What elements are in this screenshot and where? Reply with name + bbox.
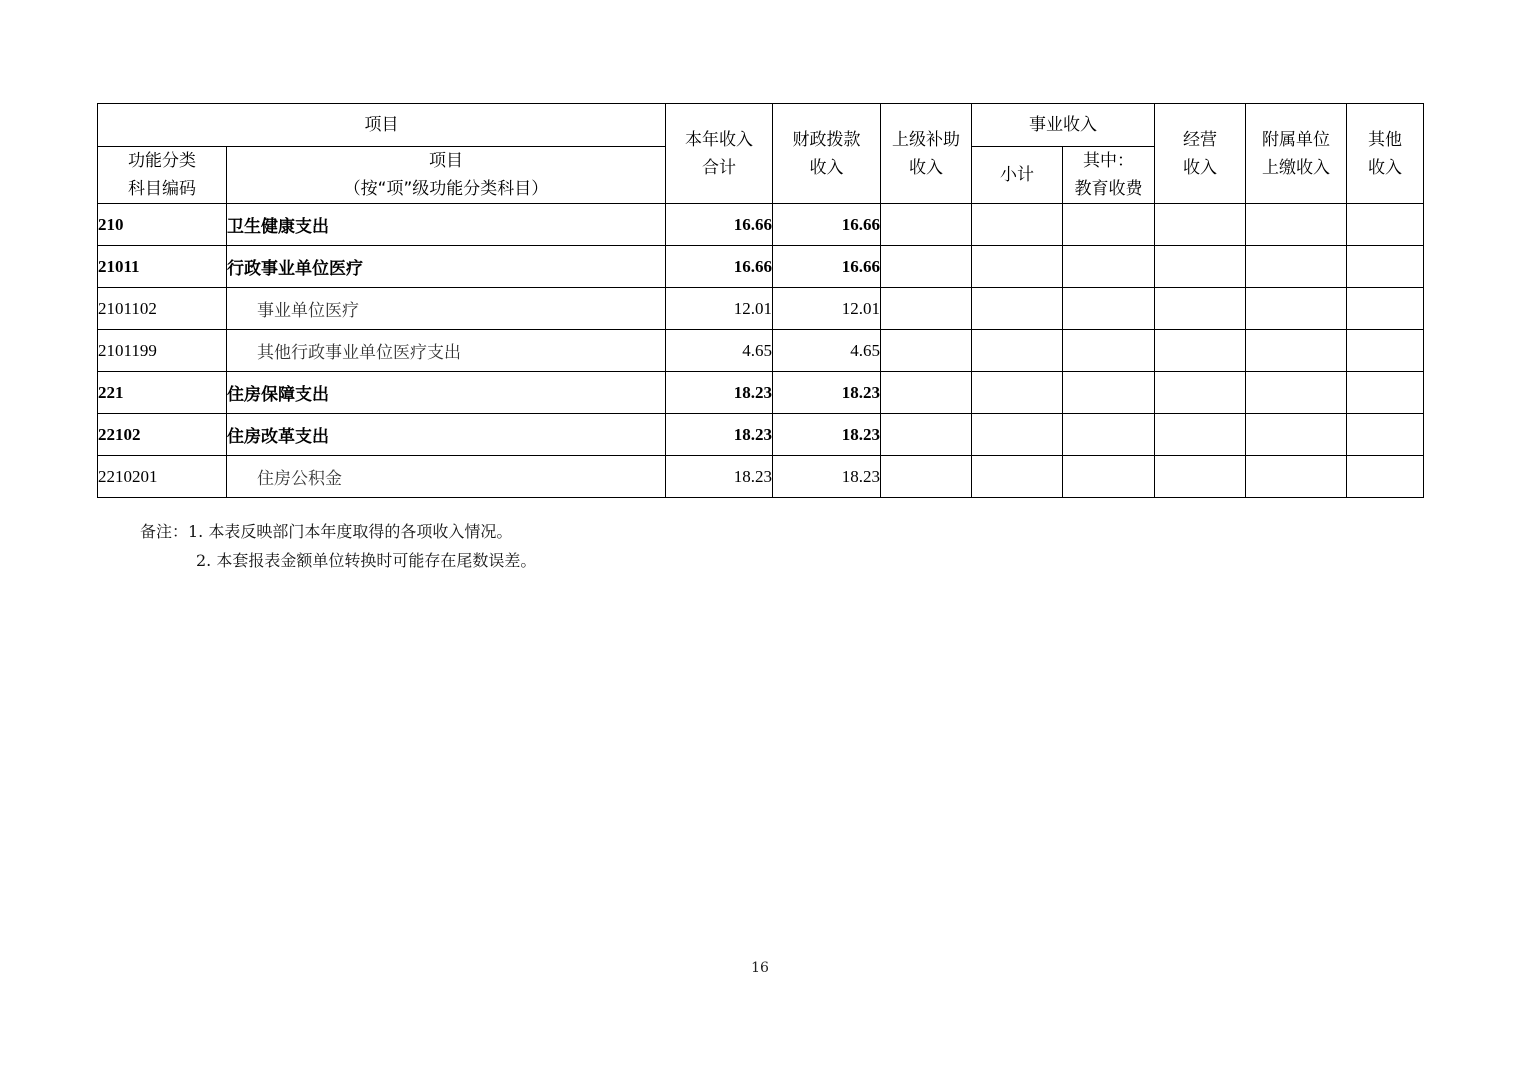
cell-name: 卫生健康支出 (227, 204, 666, 246)
cell-education-fee (1063, 414, 1155, 456)
cell-operating (1155, 456, 1246, 498)
cell-operating (1155, 372, 1246, 414)
cell-total: 18.23 (666, 414, 773, 456)
cell-fiscal: 18.23 (773, 456, 881, 498)
cell-other (1347, 414, 1424, 456)
cell-business-subtotal (972, 330, 1063, 372)
cell-total: 16.66 (666, 246, 773, 288)
cell-affiliated (1246, 414, 1347, 456)
cell-operating (1155, 246, 1246, 288)
cell-operating (1155, 288, 1246, 330)
cell-superior-subsidy (881, 372, 972, 414)
notes (140, 517, 536, 575)
note-line-2: 2. 本套报表金额单位转换时可能存在尾数误差。 (196, 551, 537, 570)
cell-affiliated (1246, 288, 1347, 330)
header-affiliated-units: 附属单位 上缴收入 (1246, 104, 1347, 204)
cell-education-fee (1063, 246, 1155, 288)
cell-code: 21011 (98, 246, 227, 288)
cell-superior-subsidy (881, 330, 972, 372)
cell-operating (1155, 414, 1246, 456)
cell-affiliated (1246, 246, 1347, 288)
table-row (98, 288, 1424, 330)
cell-education-fee (1063, 204, 1155, 246)
header-operating-income: 经营 收入 (1155, 104, 1246, 204)
cell-education-fee (1063, 330, 1155, 372)
cell-superior-subsidy (881, 414, 972, 456)
cell-operating (1155, 204, 1246, 246)
header-project: 项目 (98, 104, 666, 147)
cell-other (1347, 330, 1424, 372)
cell-name: 事业单位医疗 (227, 288, 666, 330)
cell-education-fee (1063, 288, 1155, 330)
cell-other (1347, 204, 1424, 246)
header-superior-subsidy: 上级补助 收入 (881, 104, 972, 204)
header-education-fee: 其中： 教育收费 (1063, 147, 1155, 204)
cell-code: 2210201 (98, 456, 227, 498)
cell-affiliated (1246, 372, 1347, 414)
cell-other (1347, 288, 1424, 330)
cell-fiscal: 16.66 (773, 204, 881, 246)
cell-total: 16.66 (666, 204, 773, 246)
cell-total: 18.23 (666, 456, 773, 498)
cell-education-fee (1063, 372, 1155, 414)
table-row (98, 414, 1424, 456)
cell-business-subtotal (972, 204, 1063, 246)
cell-name: 住房改革支出 (227, 414, 666, 456)
cell-code: 2101102 (98, 288, 227, 330)
cell-code: 2101199 (98, 330, 227, 372)
cell-fiscal: 12.01 (773, 288, 881, 330)
cell-code: 22102 (98, 414, 227, 456)
header-business-income: 事业收入 (972, 104, 1155, 147)
cell-fiscal: 18.23 (773, 414, 881, 456)
cell-superior-subsidy (881, 288, 972, 330)
header-other-income: 其他 收入 (1347, 104, 1424, 204)
cell-code: 221 (98, 372, 227, 414)
table-row (98, 204, 1424, 246)
table-body (98, 204, 1424, 498)
cell-other (1347, 372, 1424, 414)
cell-affiliated (1246, 204, 1347, 246)
cell-education-fee (1063, 456, 1155, 498)
table-row (98, 246, 1424, 288)
table-row (98, 330, 1424, 372)
cell-business-subtotal (972, 288, 1063, 330)
cell-operating (1155, 330, 1246, 372)
header-fiscal-allocation: 财政拨款 收入 (773, 104, 881, 204)
cell-name: 其他行政事业单位医疗支出 (227, 330, 666, 372)
table-row (98, 456, 1424, 498)
note-line-1: 备注：1. 本表反映部门本年度取得的各项收入情况。 (140, 522, 513, 541)
income-summary-table (97, 103, 1424, 498)
table-row (98, 372, 1424, 414)
cell-fiscal: 16.66 (773, 246, 881, 288)
cell-business-subtotal (972, 372, 1063, 414)
cell-other (1347, 456, 1424, 498)
cell-superior-subsidy (881, 204, 972, 246)
header-func-code: 功能分类 科目编码 (98, 147, 227, 204)
header-subtotal: 小计 (972, 147, 1063, 204)
cell-total: 4.65 (666, 330, 773, 372)
cell-code: 210 (98, 204, 227, 246)
cell-business-subtotal (972, 246, 1063, 288)
page-number: 16 (751, 960, 769, 976)
cell-affiliated (1246, 330, 1347, 372)
header-total-income: 本年收入 合计 (666, 104, 773, 204)
cell-total: 18.23 (666, 372, 773, 414)
cell-superior-subsidy (881, 456, 972, 498)
cell-fiscal: 18.23 (773, 372, 881, 414)
cell-affiliated (1246, 456, 1347, 498)
cell-superior-subsidy (881, 246, 972, 288)
cell-business-subtotal (972, 414, 1063, 456)
header-item-name: 项目 （按“项”级功能分类科目） (227, 147, 666, 204)
cell-fiscal: 4.65 (773, 330, 881, 372)
cell-other (1347, 246, 1424, 288)
cell-business-subtotal (972, 456, 1063, 498)
cell-total: 12.01 (666, 288, 773, 330)
cell-name: 行政事业单位医疗 (227, 246, 666, 288)
cell-name: 住房公积金 (227, 456, 666, 498)
cell-name: 住房保障支出 (227, 372, 666, 414)
